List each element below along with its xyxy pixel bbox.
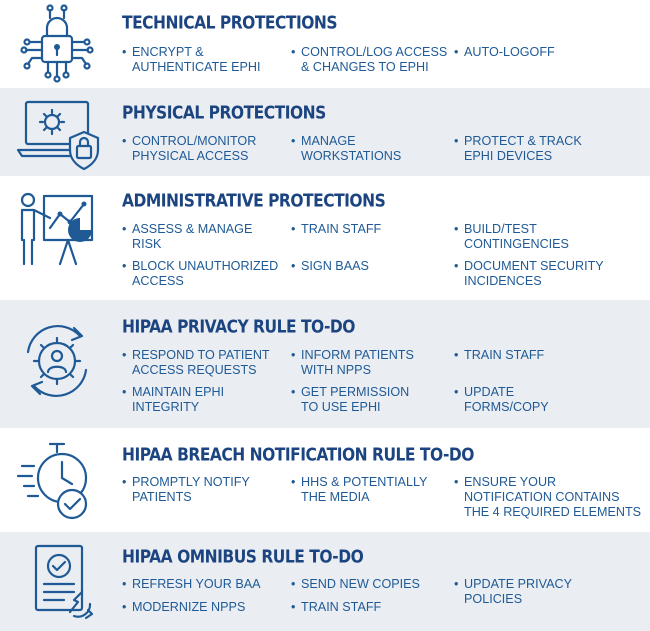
list-item: • BUILD/TEST CONTINGENCIES (454, 222, 569, 251)
list-item: • CONTROL/LOG ACCESS & CHANGES TO EPHI (291, 45, 448, 74)
list-item: • UPDATE PRIVACY POLICIES (454, 577, 572, 606)
list-item: • TRAIN STAFF (291, 600, 382, 614)
list-item: • CONTROL/MONITOR PHYSICAL ACCESS (122, 134, 257, 163)
list-item: • RESPOND TO PATIENT ACCESS REQUESTS (122, 348, 270, 377)
list-item: • DOCUMENT SECURITY INCIDENCES (454, 259, 604, 288)
list-item: • MODERNIZE NPPS (122, 600, 246, 614)
list-item: • UPDATE FORMS/COPY (454, 385, 549, 414)
section-title: HIPAA BREACH NOTIFICATION RULE TO-DO (122, 445, 474, 466)
section-title: TECHNICAL PROTECTIONS (122, 13, 338, 34)
section-hipaa-privacy-rule (0, 300, 650, 428)
list-item: • MANAGE WORKSTATIONS (291, 134, 402, 163)
document-check-icon (14, 540, 100, 626)
stopwatch-check-icon (14, 438, 100, 524)
list-item: • PROMPTLY NOTIFY PATIENTS (122, 475, 250, 504)
list-item: • HHS & POTENTIALLY THE MEDIA (291, 475, 428, 504)
section-title: HIPAA PRIVACY RULE TO-DO (122, 317, 355, 338)
list-item: • MAINTAIN EPHI INTEGRITY (122, 385, 225, 414)
list-item: • INFORM PATIENTS WITH NPPS (291, 348, 414, 377)
list-item: • ENSURE YOUR NOTIFICATION CONTAINS THE 4 REQUIRED ELEMENTS (454, 475, 642, 519)
presenter-chart-icon (14, 190, 100, 276)
gear-person-cycle-icon (14, 318, 100, 404)
circuit-lock-icon (14, 2, 100, 88)
list-item: • TRAIN STAFF (291, 222, 382, 236)
section-administrative-protections (0, 176, 650, 300)
section-technical-protections (0, 0, 650, 88)
list-item: • TRAIN STAFF (454, 348, 545, 362)
list-item: • GET PERMISSION TO USE EPHI (291, 385, 410, 414)
section-title: HIPAA OMNIBUS RULE TO-DO (122, 547, 364, 568)
section-title: ADMINISTRATIVE PROTECTIONS (122, 191, 386, 212)
list-item: • BLOCK UNAUTHORIZED ACCESS (122, 259, 279, 288)
list-item: • SEND NEW COPIES (291, 577, 420, 591)
laptop-lock-icon (14, 90, 100, 176)
section-title: PHYSICAL PROTECTIONS (122, 103, 326, 124)
list-item: • SIGN BAAS (291, 259, 369, 273)
list-item: • ENCRYPT & AUTHENTICATE EPHI (122, 45, 261, 74)
list-item: • AUTO-LOGOFF (454, 45, 555, 59)
list-item: • PROTECT & TRACK EPHI DEVICES (454, 134, 582, 163)
list-item: • REFRESH YOUR BAA (122, 577, 261, 591)
list-item: • ASSESS & MANAGE RISK (122, 222, 253, 251)
section-hipaa-breach-notification-rule (0, 428, 650, 532)
section-physical-protections (0, 88, 650, 176)
section-hipaa-omnibus-rule (0, 532, 650, 631)
